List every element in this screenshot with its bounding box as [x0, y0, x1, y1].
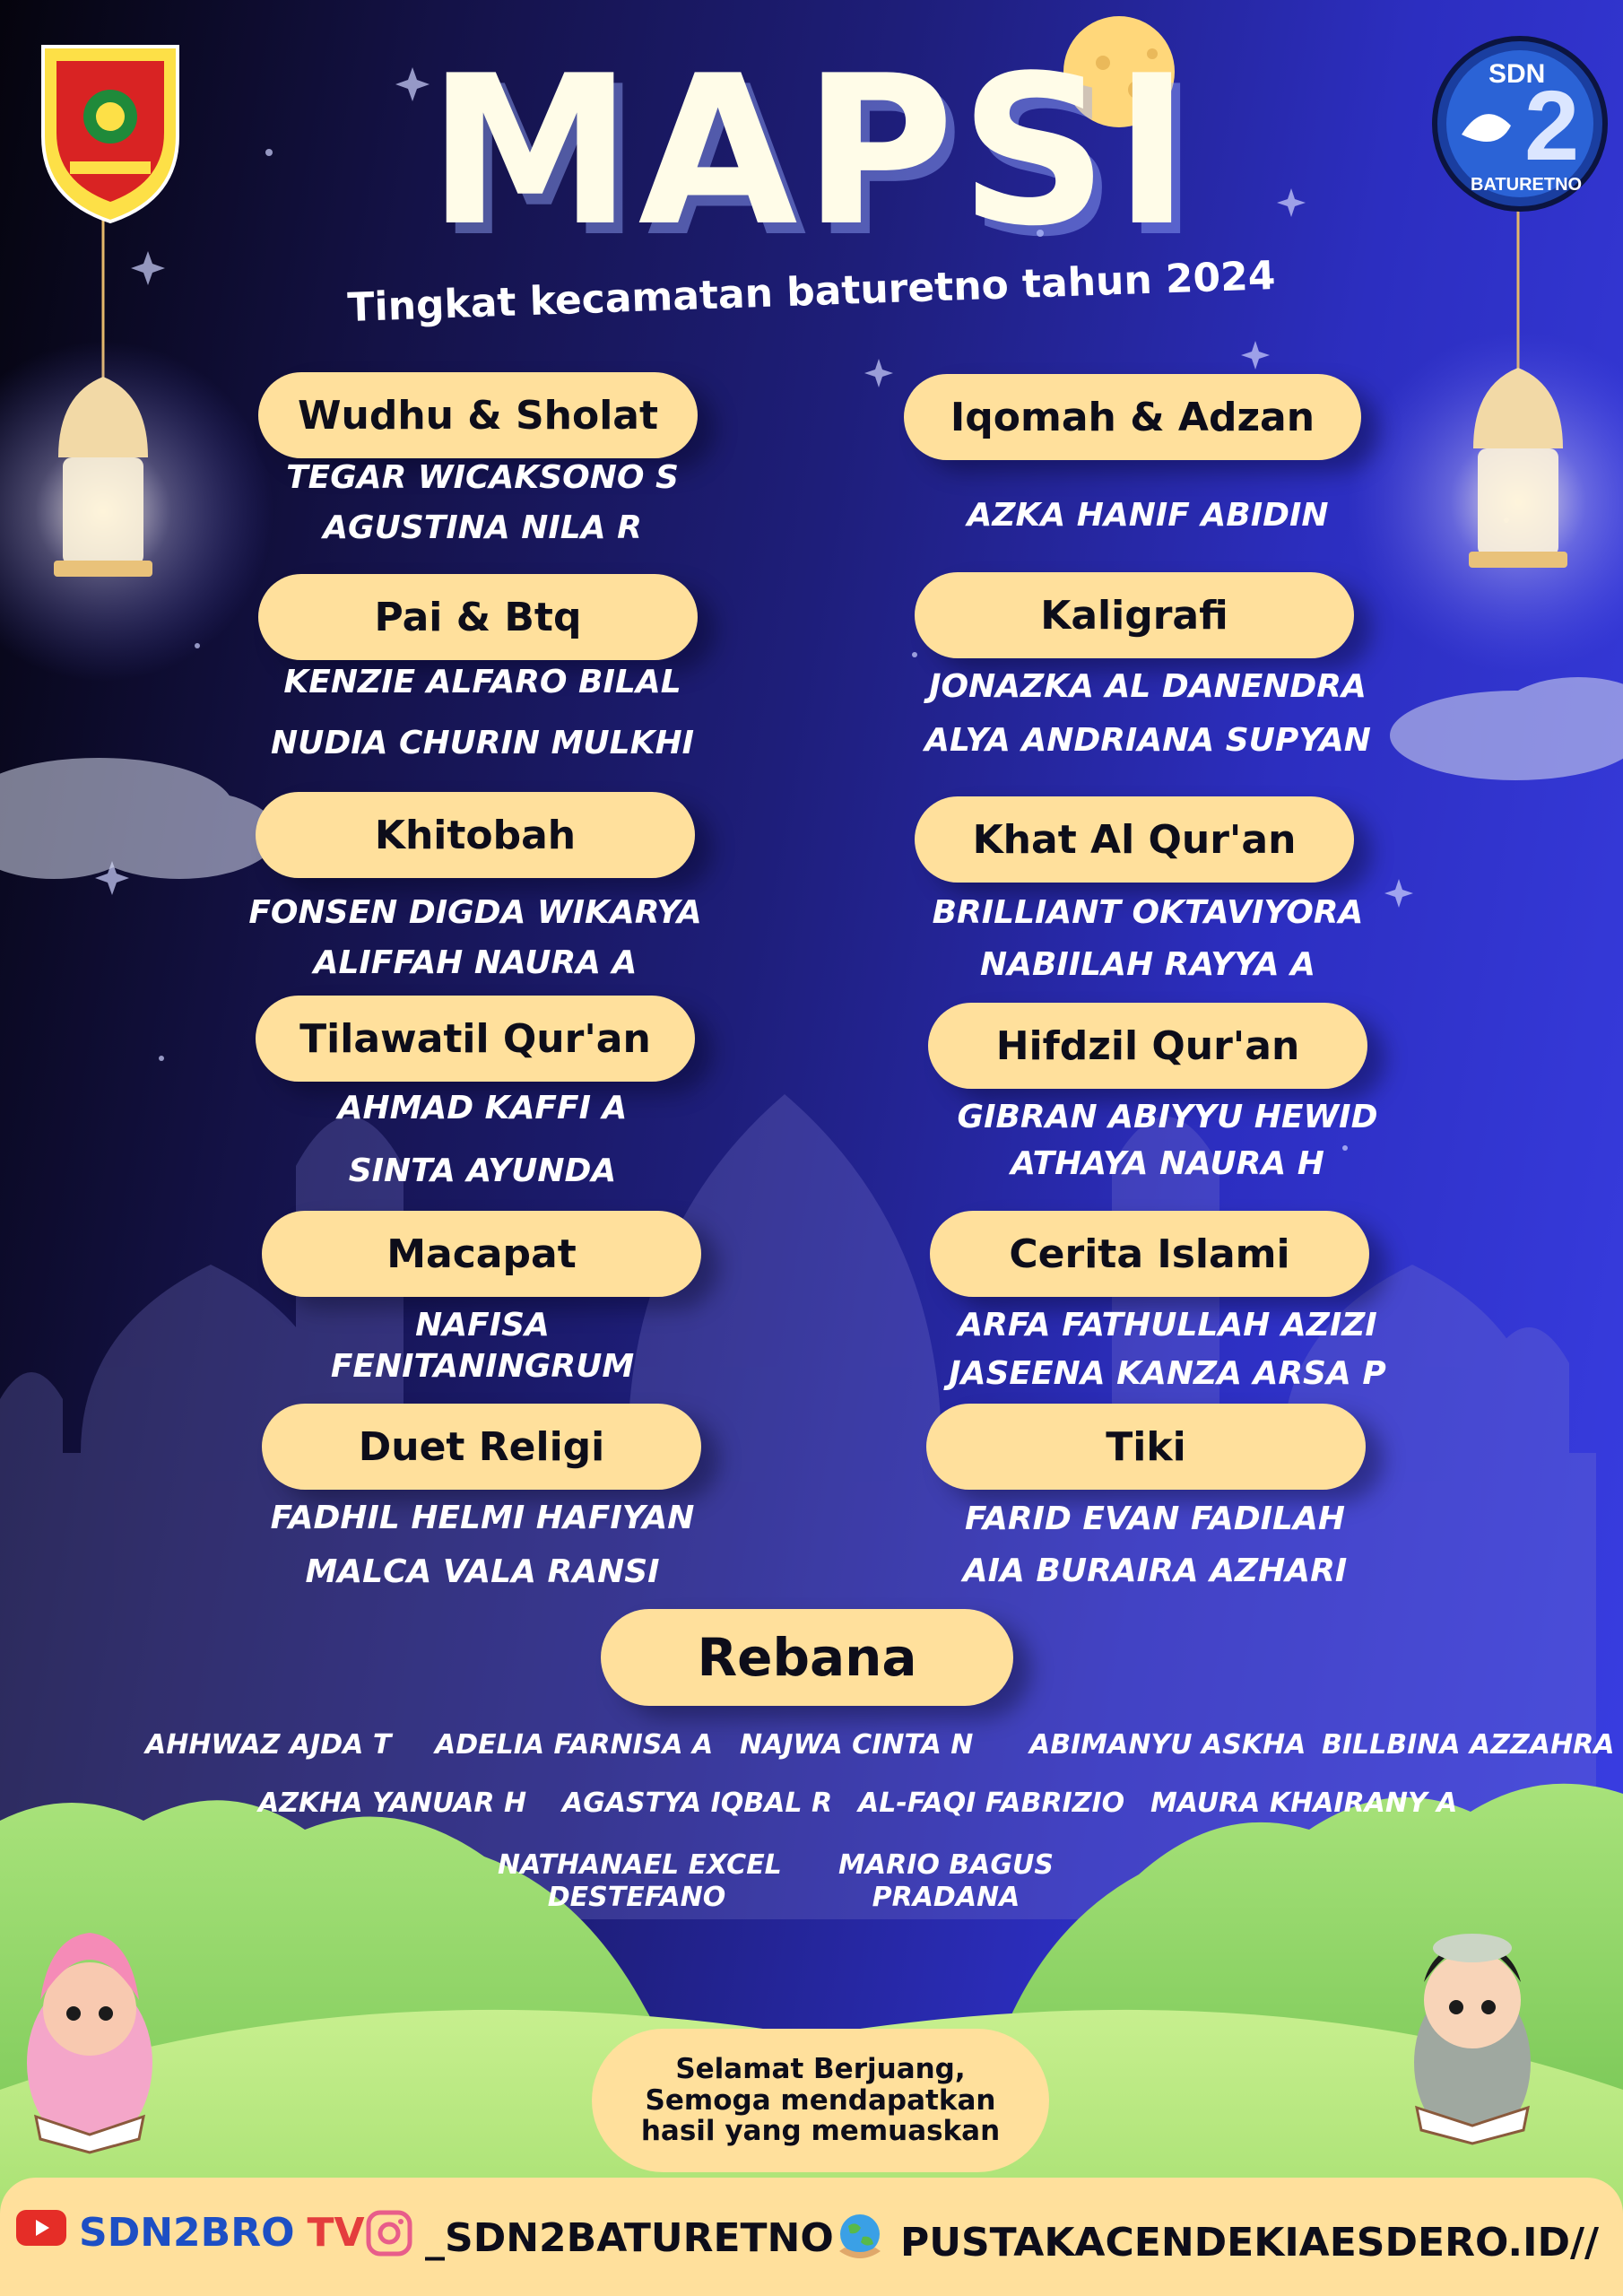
rebana-name: AL-FAQI FABRIZIO [858, 1787, 1125, 1819]
names-iqomah-adzan [897, 497, 1399, 550]
name-entry: AIA BURAIRA AZHARI [962, 1552, 1348, 1589]
rebana-name: MARIO BAGUS [838, 1849, 1054, 1881]
rebana-name: AGASTYA IQBAL R [562, 1787, 833, 1819]
category-pill-tiki: Tiki [926, 1404, 1366, 1490]
instagram-link[interactable] [366, 2210, 834, 2266]
category-pill-khitobah: Khitobah [256, 792, 695, 878]
category-pill-khat-al-quran: Khat Al Qur'an [915, 796, 1354, 883]
names-hifdzil-quran [916, 1101, 1419, 1195]
poster-title: MAPSI [427, 32, 1196, 272]
name-entry: FARID EVAN FADILAH [965, 1500, 1345, 1537]
category-pill-macapat: Macapat [262, 1211, 701, 1297]
name-entry: NUDIA CHURIN MULKHI [270, 725, 694, 761]
names-wudhu-sholat [231, 459, 733, 562]
globe-icon [832, 2210, 888, 2275]
website-link[interactable] [832, 2210, 1599, 2275]
youtube-name-primary: SDN2BRO [79, 2210, 295, 2256]
lantern-left-icon [0, 206, 273, 682]
name-entry: ALYA ANDRIANA SUPYAN [924, 722, 1371, 759]
name-entry: ARFA FATHULLAH AZIZI [958, 1307, 1377, 1344]
rebana-name: MAURA KHAIRANY A [1150, 1787, 1458, 1819]
name-entry: GIBRAN ABIYYU HEWID [957, 1099, 1378, 1135]
logo-text-bottom: BATURETNO [1471, 175, 1583, 195]
category-pill-iqomah-adzan: Iqomah & Adzan [904, 374, 1361, 460]
youtube-name-secondary: TV [307, 2210, 365, 2256]
rebana-name: NATHANAEL EXCEL [498, 1849, 782, 1881]
rebana-name: DESTEFANO [547, 1882, 726, 1913]
rebana-name: AHHWAZ AJDA T [145, 1729, 392, 1761]
encouragement-message: Selamat Berjuang, Semoga mendapatkan hasil yang memuaskan [592, 2029, 1049, 2172]
names-macapat [231, 1309, 733, 1392]
names-cerita-islami [916, 1309, 1419, 1406]
names-tilawatil-quran [231, 1092, 733, 1205]
category-pill-cerita-islami: Cerita Islami [930, 1211, 1369, 1297]
name-entry: TEGAR WICAKSONO S [286, 459, 679, 496]
names-tiki [904, 1500, 1406, 1605]
instagram-icon [366, 2210, 412, 2266]
poster-subtitle: Tingkat kecamatan baturetno tahun 2024 [346, 252, 1277, 332]
name-entry: FONSEN DIGDA WIKARYA [248, 894, 702, 931]
rebana-name: BILLBINA AZZAHRA [1322, 1729, 1615, 1761]
names-pai-btq [231, 666, 733, 778]
name-entry: AGUSTINA NILA R [323, 509, 642, 546]
rebana-name: NAJWA CINTA N [740, 1729, 974, 1761]
category-pill-pai-btq: Pai & Btq [258, 574, 698, 660]
category-pill-duet-religi: Duet Religi [262, 1404, 701, 1490]
name-entry: ATHAYA NAURA H [1011, 1145, 1324, 1182]
names-duet-religi [231, 1502, 733, 1606]
name-entry: NAFISA [415, 1307, 550, 1344]
names-kaligrafi [897, 668, 1399, 775]
website-url: PUSTAKACENDEKIAESDERO.ID// [900, 2220, 1600, 2266]
category-pill-kaligrafi: Kaligrafi [915, 572, 1354, 658]
name-entry: JONAZKA AL DANENDRA [929, 668, 1367, 705]
category-pill-wudhu-sholat: Wudhu & Sholat [258, 372, 698, 458]
name-entry: NABIILAH RAYYA A [979, 946, 1316, 983]
rebana-name: ABIMANYU ASKHA [1029, 1729, 1306, 1761]
name-entry: MALCA VALA RANSI [305, 1553, 660, 1590]
youtube-icon [16, 2210, 66, 2256]
name-entry: KENZIE ALFARO BILAL [283, 664, 681, 700]
category-pill-hifdzil-quran: Hifdzil Qur'an [928, 1003, 1367, 1089]
names-khat-al-quran [897, 894, 1399, 999]
youtube-channel-link[interactable] [16, 2210, 365, 2256]
instagram-handle: _SDN2BATURETNO [425, 2215, 834, 2261]
boy-reading-icon [1414, 1934, 1531, 2144]
rebana-name: PRADANA [872, 1882, 1020, 1913]
name-entry: FADHIL HELMI HAFIYAN [270, 1500, 695, 1536]
logo-number: 2 [1524, 71, 1580, 181]
name-entry: JASEENA KANZA ARSA P [949, 1355, 1386, 1392]
rebana-name: ADELIA FARNISA A [435, 1729, 714, 1761]
rebana-name: AZKHA YANUAR H [258, 1787, 527, 1819]
names-khitobah [224, 894, 726, 997]
footer-bar [0, 2178, 1623, 2296]
category-pill-tilawatil-quran: Tilawatil Qur'an [256, 996, 695, 1082]
name-entry: FENITANINGRUM [330, 1348, 635, 1385]
name-entry: SINTA AYUNDA [348, 1152, 617, 1189]
logo-text-top: SDN [1488, 59, 1546, 89]
category-pill-rebana: Rebana [601, 1609, 1013, 1706]
name-entry: ALIFFAH NAURA A [313, 944, 638, 981]
name-entry: AHMAD KAFFI A [337, 1090, 628, 1126]
name-entry: BRILLIANT OKTAVIYORA [932, 894, 1364, 931]
name-entry: AZKA HANIF ABIDIN [967, 497, 1329, 534]
